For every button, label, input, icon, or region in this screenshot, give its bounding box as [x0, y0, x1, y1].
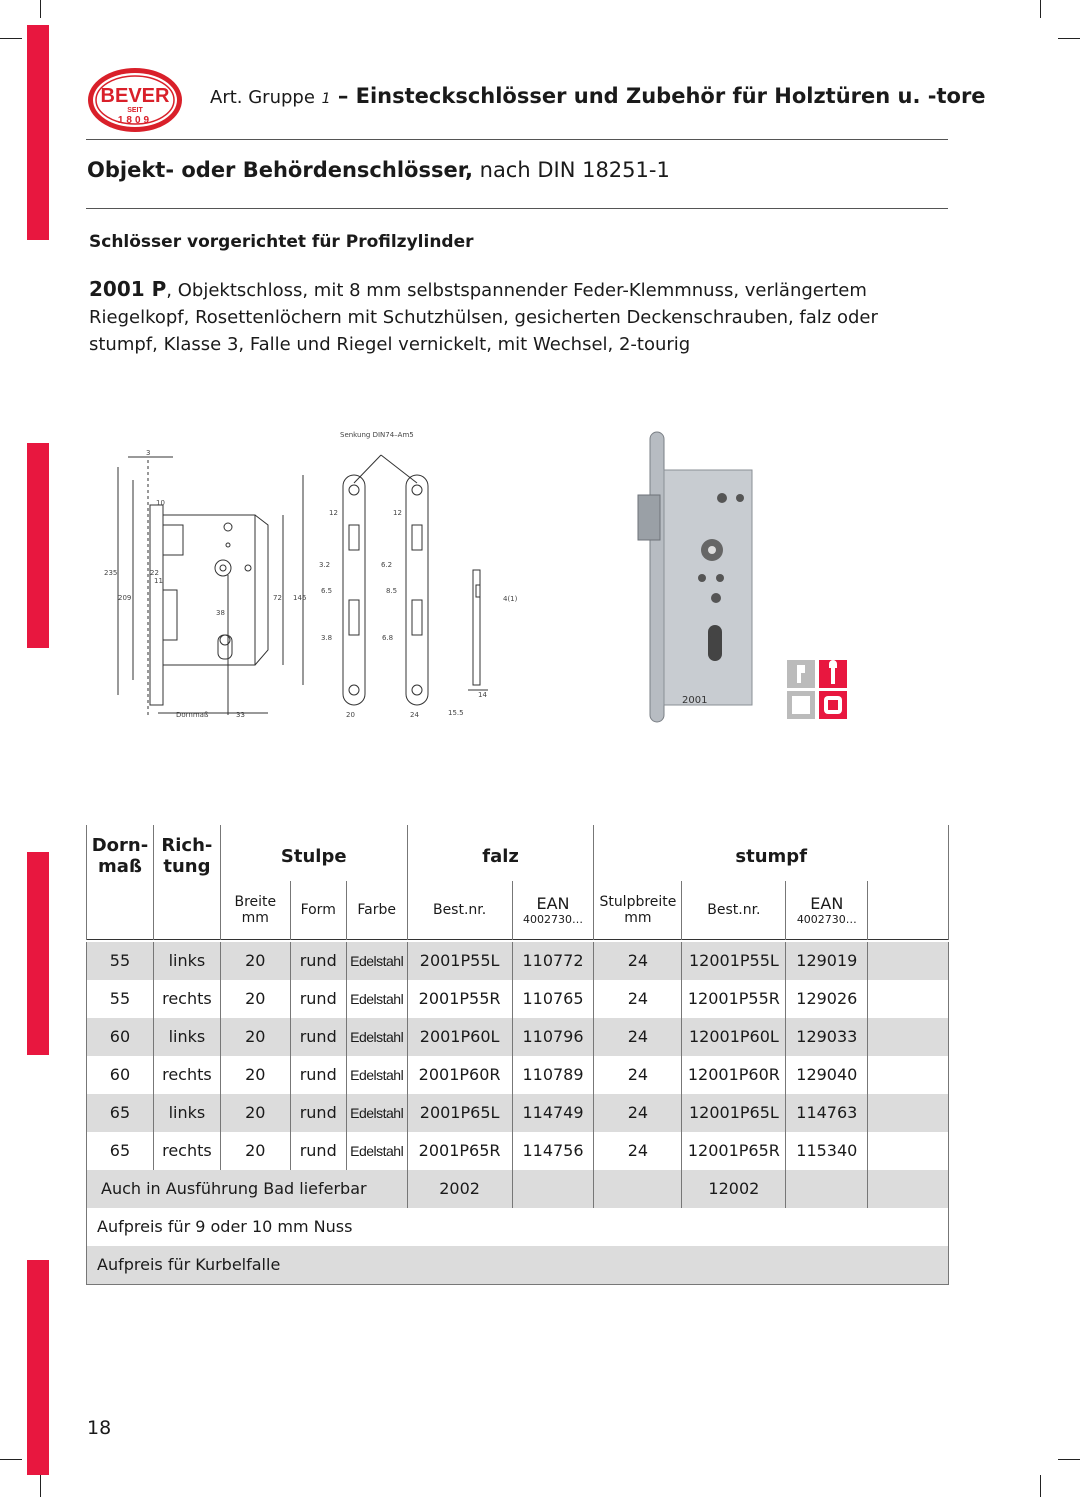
product-table	[86, 825, 949, 1285]
svg-text:24: 24	[410, 711, 419, 719]
page-header	[210, 84, 986, 108]
header-falz: falz	[407, 825, 594, 881]
table-row: 65 links 20 rund Edelstahl 2001P65L 114749 24 12001P65L 114763	[87, 1094, 949, 1132]
table-row-bad	[87, 1170, 949, 1208]
table-row: 65 rechts 20 rund Edelstahl 2001P65R 114756 24 12001P65R 115340	[87, 1132, 949, 1170]
svg-text:10: 10	[156, 499, 165, 507]
dornmass-value: 33	[236, 711, 245, 719]
table-row: 55 links 20 rund Edelstahl 2001P55L 110772 24 12001P55L 129019	[87, 942, 949, 980]
table-row: 60 links 20 rund Edelstahl 2001P60L 110796 24 12001P60L 129033	[87, 1018, 949, 1056]
section-norm: nach DIN 18251-1	[472, 158, 670, 182]
svg-text:3.2: 3.2	[319, 561, 331, 569]
photo-label: 2001	[682, 695, 708, 706]
table-subheader-row	[87, 881, 949, 940]
svg-text:38: 38	[216, 609, 225, 617]
header-prefix: Art. Gruppe	[210, 87, 315, 108]
dornmass-label: Dornmaß	[176, 711, 209, 719]
svg-text:6.2: 6.2	[381, 561, 393, 569]
svg-text:4(1): 4(1)	[503, 595, 518, 603]
svg-text:146: 146	[293, 594, 307, 602]
svg-text:11: 11	[154, 577, 163, 585]
table-row: 55 rechts 20 rund Edelstahl 2001P55R 110765 24 12001P55R 129026	[87, 980, 949, 1018]
logo-year: 1809	[117, 115, 153, 126]
header-richtung: Rich- tung	[153, 825, 220, 881]
header-breite: Breite mm	[220, 881, 290, 940]
svg-text:15.5: 15.5	[448, 709, 464, 717]
svg-text:72: 72	[273, 594, 282, 602]
header-falz-bestnr: Best.nr.	[407, 881, 512, 940]
table-header-row	[87, 825, 949, 881]
header-falz-ean: EAN 4002730…	[512, 881, 594, 940]
crop-mark	[1058, 38, 1080, 39]
red-edge-tab	[27, 1260, 49, 1475]
dim-label: 209	[118, 594, 132, 602]
header-farbe: Farbe	[346, 881, 407, 940]
svg-text:20: 20	[346, 711, 355, 719]
section-title-bold: Objekt- oder Behördenschlösser,	[87, 158, 473, 182]
svg-text:22: 22	[150, 569, 159, 577]
product-code: 2001 P	[89, 277, 167, 301]
svg-text:8.5: 8.5	[386, 587, 398, 595]
crop-mark	[0, 1459, 22, 1460]
feature-pictograms	[785, 660, 850, 720]
dim-label: 235	[104, 569, 118, 577]
header-stulpbreite: Stulpbreite mm	[594, 881, 682, 940]
svg-text:3: 3	[146, 449, 151, 457]
header-rule	[86, 139, 948, 140]
crop-mark	[40, 1475, 41, 1497]
page-number: 18	[87, 1417, 112, 1439]
product-text: , Objektschloss, mit 8 mm selbstspannender Feder-Klemmnuss, verlängertem Riegelkopf, Rosettenlöchern mit Schutzhülsen, gesicherten Deckenschrauben, falz oder stumpf, Klasse 3, Falle und Riegel vernickelt, mit Wechsel, 2-tourig	[89, 280, 878, 355]
logo-word: BEVER	[100, 85, 170, 107]
header-stulpe: Stulpe	[220, 825, 407, 881]
senkung-label: Senkung DIN74–Am5	[340, 431, 414, 439]
red-edge-tab	[27, 852, 49, 1055]
header-title: – Einsteckschlösser und Zubehör für Holztüren u. -tore	[330, 84, 986, 108]
logo-since: SEIT	[127, 107, 143, 114]
table-row-note: Aufpreis für Kurbelfalle	[87, 1246, 949, 1285]
header-form: Form	[290, 881, 346, 940]
subsection-title: Schlösser vorgerichtet für Profilzylinder	[89, 232, 474, 252]
header-group-number: 1	[321, 91, 331, 107]
header-stumpf-bestnr: Best.nr.	[682, 881, 786, 940]
svg-text:6.5: 6.5	[321, 587, 333, 595]
section-rule	[86, 208, 948, 209]
crop-mark	[40, 0, 41, 18]
table-row-note: Aufpreis für 9 oder 10 mm Nuss	[87, 1208, 949, 1246]
red-edge-tab	[27, 443, 49, 648]
bad-falz: 2002	[407, 1170, 512, 1208]
crop-mark	[1058, 1459, 1080, 1460]
svg-text:12: 12	[329, 509, 338, 517]
crop-mark	[0, 38, 22, 39]
red-edge-tab	[27, 25, 49, 240]
bever-logo	[86, 66, 184, 134]
bad-label: Auch in Ausführung Bad lieferbar	[87, 1170, 408, 1208]
svg-text:12: 12	[393, 509, 402, 517]
svg-text:3.8: 3.8	[321, 634, 333, 642]
crop-mark	[1040, 0, 1041, 18]
header-stumpf: stumpf	[594, 825, 949, 881]
bad-stumpf: 12002	[682, 1170, 786, 1208]
svg-text:14: 14	[478, 691, 487, 699]
svg-text:6.8: 6.8	[382, 634, 394, 642]
product-description	[89, 276, 949, 358]
header-dornmass: Dorn- maß	[87, 825, 154, 881]
section-title	[87, 158, 670, 182]
lock-photo	[632, 430, 762, 725]
header-stumpf-ean: EAN 4002730…	[786, 881, 868, 940]
crop-mark	[1040, 1475, 1041, 1497]
technical-drawing	[88, 425, 548, 725]
table-row: 60 rechts 20 rund Edelstahl 2001P60R 110789 24 12001P60R 129040	[87, 1056, 949, 1094]
